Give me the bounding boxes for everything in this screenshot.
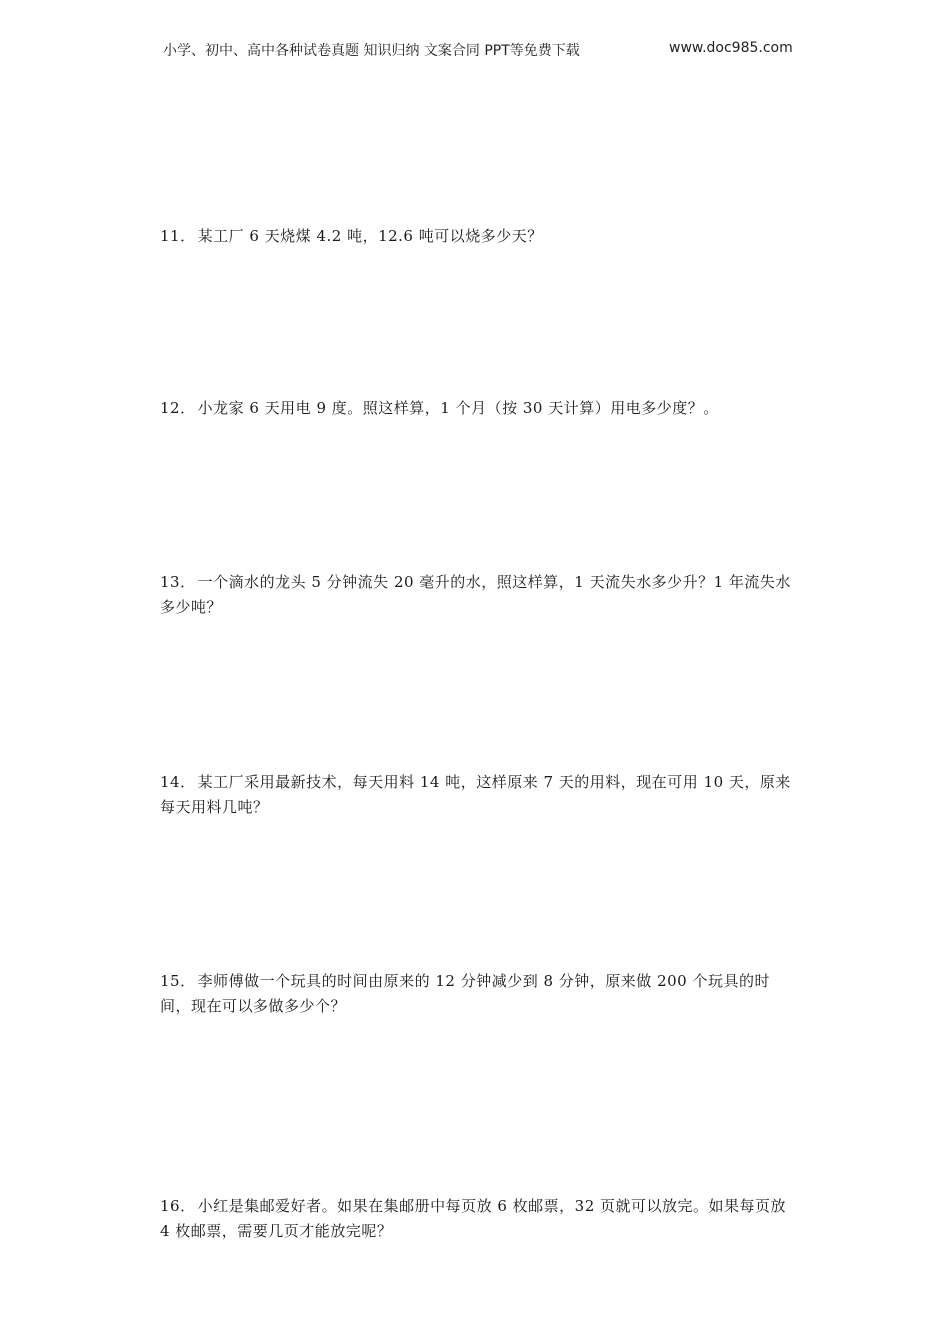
question-number: 16． bbox=[160, 1197, 196, 1215]
question-text: 小龙家 6 天用电 9 度。照这样算，1 个月（按 30 天计算）用电多少度？。 bbox=[197, 399, 719, 417]
question-number: 14． bbox=[160, 773, 196, 791]
question-16 bbox=[160, 1194, 800, 1244]
question-11 bbox=[160, 224, 800, 249]
question-text: 李师傅做一个玩具的时间由原来的 12 分钟减少到 8 分钟，原来做 200 个玩具的时间，现在可以多做多少个？ bbox=[160, 972, 770, 1015]
question-number: 11． bbox=[160, 227, 196, 245]
question-number: 15． bbox=[160, 972, 196, 990]
question-13 bbox=[160, 570, 800, 620]
question-number: 12． bbox=[160, 399, 196, 417]
question-text: 某工厂采用最新技术，每天用料 14 吨，这样原来 7 天的用料，现在可用 10 天，原来每天用料几吨？ bbox=[160, 773, 791, 816]
page-header bbox=[0, 40, 950, 64]
question-text: 小红是集邮爱好者。如果在集邮册中每页放 6 枚邮票，32 页就可以放完。如果每页放 4 枚邮票，需要几页才能放完呢？ bbox=[160, 1197, 787, 1240]
header-site-url: www.doc985.com bbox=[669, 40, 793, 56]
question-text: 某工厂 6 天烧煤 4.2 吨，12.6 吨可以烧多少天？ bbox=[197, 227, 543, 245]
question-text: 一个滴水的龙头 5 分钟流失 20 毫升的水，照这样算，1 天流失水多少升？1 年流失水多少吨？ bbox=[160, 573, 791, 616]
question-14 bbox=[160, 770, 800, 820]
question-15 bbox=[160, 969, 800, 1019]
header-site-description: 小学、初中、高中各种试卷真题 知识归纳 文案合同 PPT等免费下载 bbox=[163, 43, 580, 59]
question-number: 13． bbox=[160, 573, 196, 591]
question-12 bbox=[160, 396, 800, 421]
